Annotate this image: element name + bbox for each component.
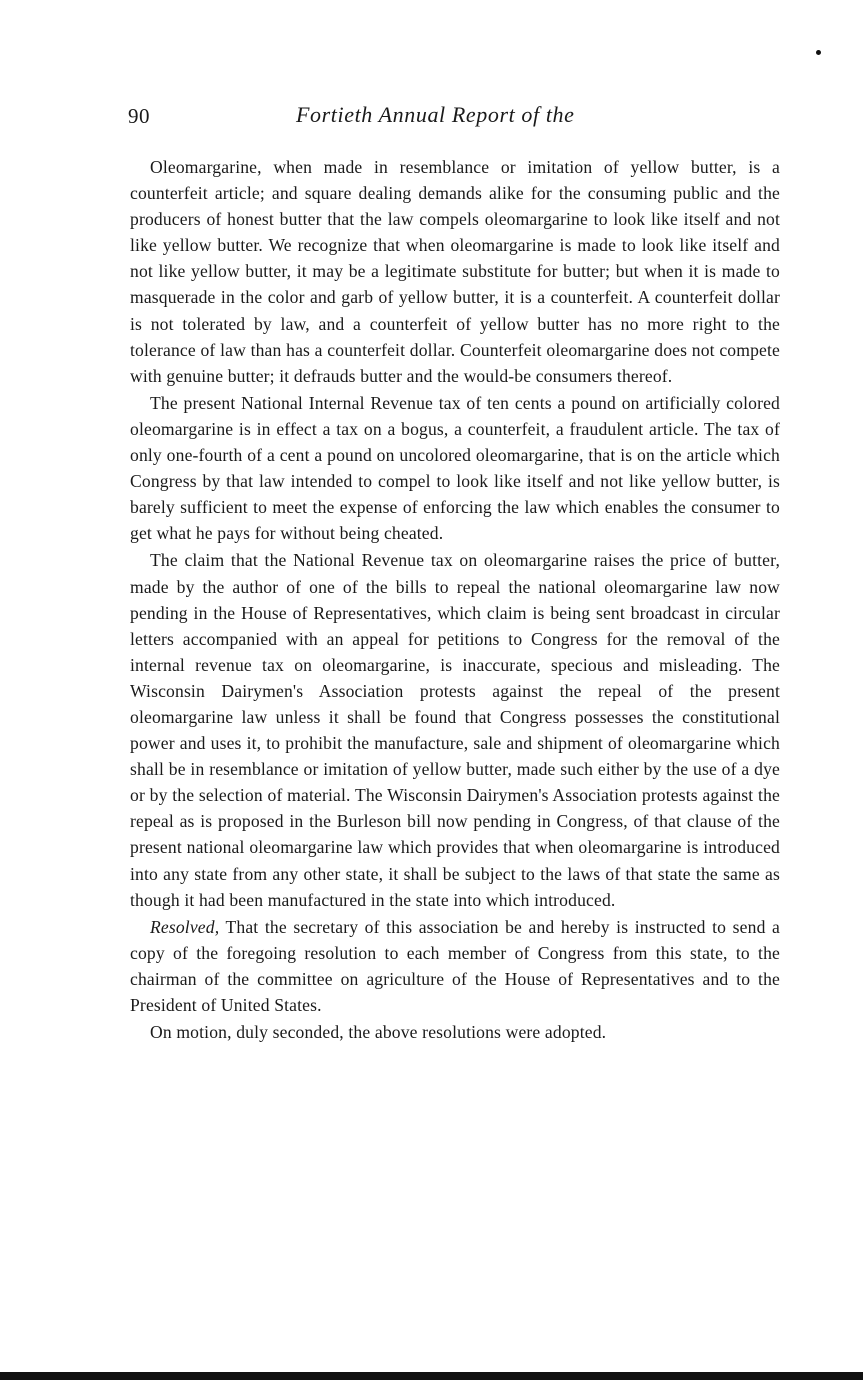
page-bottom-edge	[0, 1372, 863, 1380]
page-number: 90	[128, 104, 150, 128]
paragraph-repeal-protest: The claim that the National Revenue tax on oleomargarine raises the price of butter, made by the author of one of the bills to repeal the national oleomargarine law now pending in the House of Representatives, which claim is being sent broadcast in circular letters accompanied with an appeal for petitions to Congress for the removal of the internal revenue tax on oleomargarine, is inaccurate, specious and misleading. The Wisconsin Dairymen's Association protests against the repeal of the present oleomargarine law unless it shall be found that Congress possesses the constitutional power and uses it, to prohibit the manufacture, sale and shipment of oleomargarine which shall be in resemblance or imitation of yellow butter, made such either by the use of a dye or by the selection of material. The Wisconsin Dairymen's Association protests against the repeal as is proposed in the Burleson bill now pending in Congress, of that clause of the present national oleomargarine law which provides that when oleomargarine is introduced into any state from any other state, it shall be subject to the laws of that state the same as though it had been manufactured in the state into which introduced.	[130, 550, 780, 910]
body-text	[130, 154, 780, 1045]
paragraph-motion-adopted: On motion, duly seconded, the above resolutions were adopted.	[150, 1022, 607, 1043]
resolved-label: Resolved,	[150, 916, 220, 937]
paragraph-resolved	[130, 914, 780, 1018]
resolved-text: That the secretary of this association be and hereby is instructed to send a copy of the foregoing resolution to each member of Congress from this state, to the chairman of the committee on agriculture of the House of Representatives and to the President of United States.	[130, 916, 780, 1015]
running-title: Fortieth Annual Report of the	[296, 102, 575, 127]
paragraph-oleomargarine-counterfeit: Oleomargarine, when made in resemblance or imitation of yellow butter, is a counterfeit article; and square dealing demands alike for the consuming public and the producers of honest butter that the law compels oleomargarine to look like itself and not like yellow butter. We recognize that when oleomargarine is made to look like itself and not like yellow butter, it may be a legitimate substitute for butter; but when it is made to masquerade in the color and garb of yellow butter, it is a counterfeit. A counterfeit dollar is not tolerated by law, and a counterfeit of yellow butter has no more right to the tolerance of law than has a counterfeit dollar. Counterfeit oleomargarine does not compete with genuine butter; it defrauds butter and the would-be consumers thereof.	[130, 157, 780, 386]
paragraph-revenue-tax: The present National Internal Revenue tax of ten cents a pound on artificially colored oleomargarine is in effect a tax on a bogus, a counterfeit, a fraudulent article. The tax of only one-fourth of a cent a pound on uncolored oleomargarine, that is on the article which Congress by that law intended to compel to look like itself and not like yellow butter, is barely sufficient to meet the expense of enforcing the law which enables the consumer to get what he pays for without being cheated.	[130, 392, 780, 544]
ink-speck	[816, 50, 821, 55]
